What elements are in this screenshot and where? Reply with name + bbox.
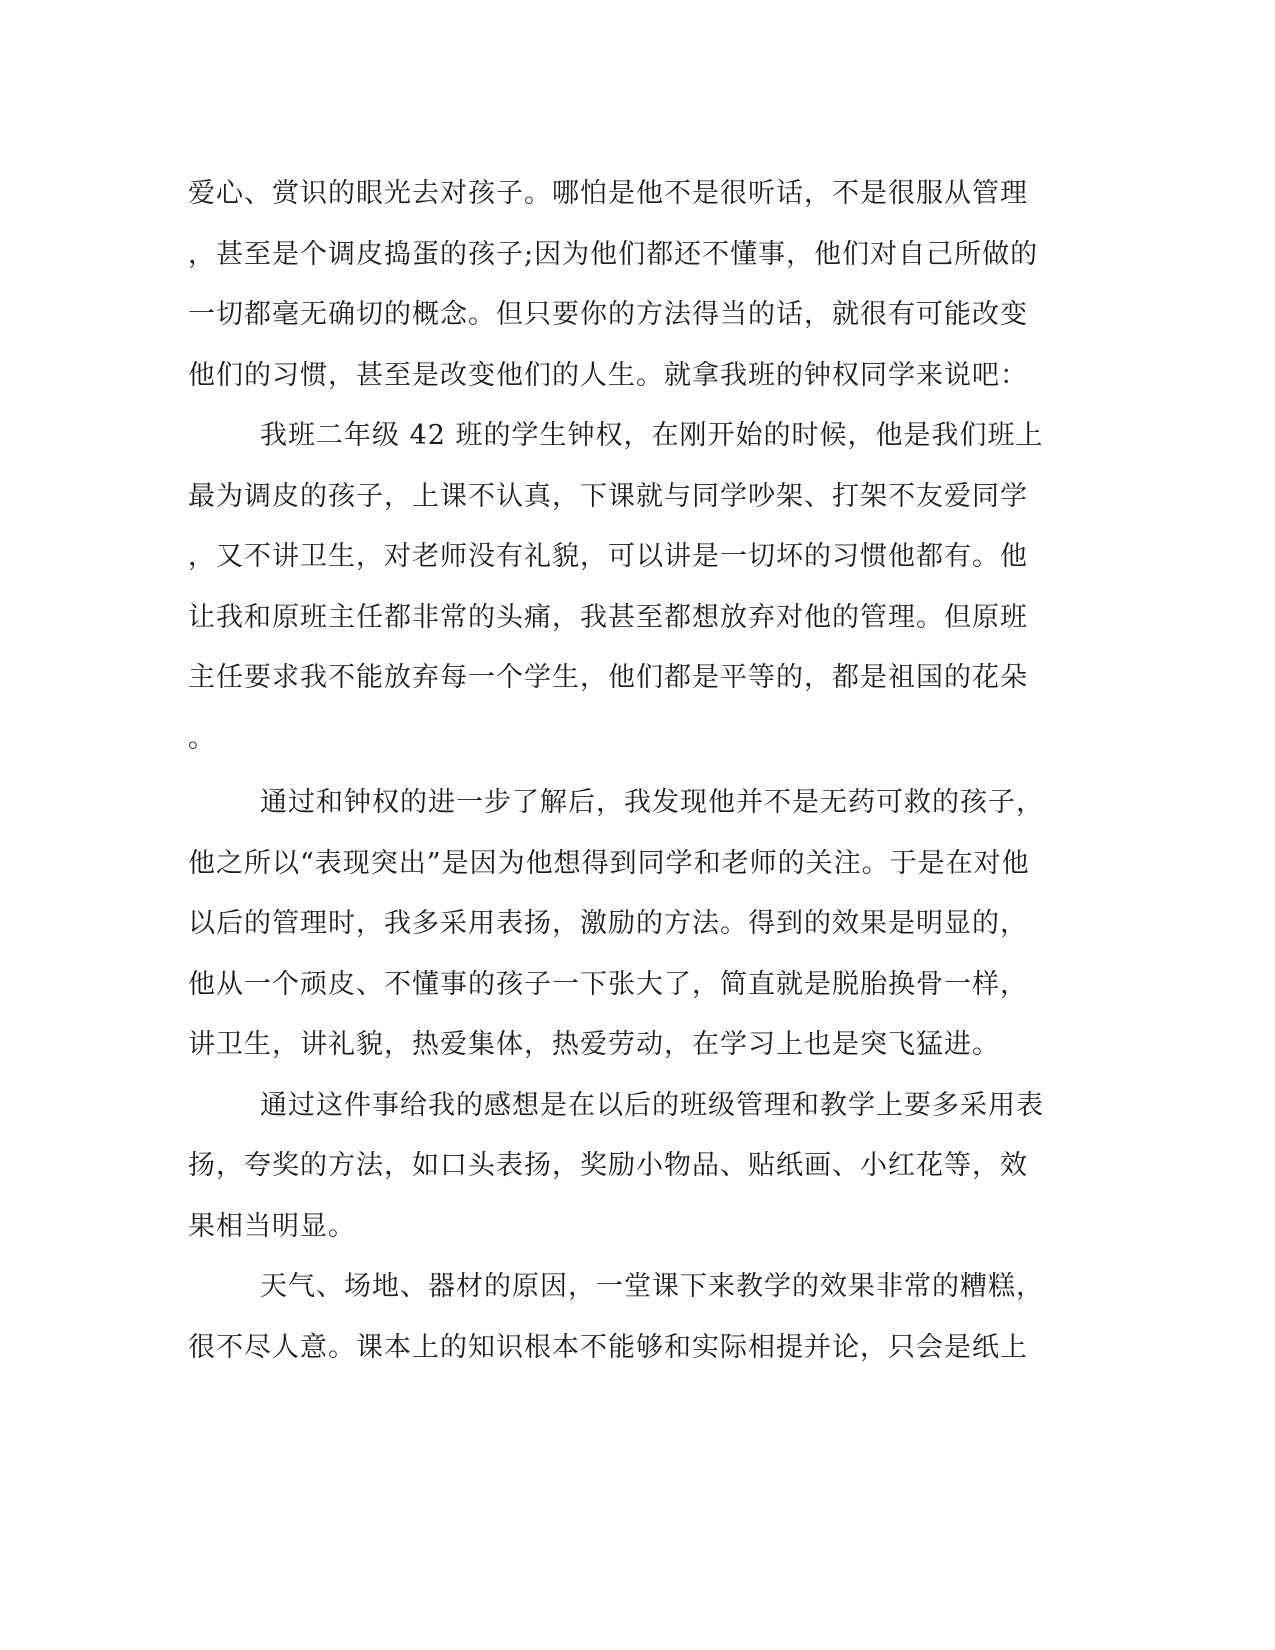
text-line: 他们的习惯，甚至是改变他们的人生。就拿我班的钟权同学来说吧： — [188, 359, 1028, 391]
text-line: 扬，夸奖的方法，如口头表扬，奖励小物品、贴纸画、小红花等，效 — [188, 1150, 1028, 1181]
text-line: 爱心、赏识的眼光去对孩子。哪怕是他不是很听话，不是很服从管理 — [188, 178, 1028, 209]
text-line: 最为调皮的孩子，上课不认真，下课就与同学吵架、打架不友爱同学 — [188, 480, 1028, 512]
text-line: 主任要求我不能放弃每一个学生，他们都是平等的，都是祖国的花朵 — [188, 662, 1028, 693]
paragraph-start-line: 天气、场地、器材的原因，一堂课下来教学的效果非常的糟糕， — [260, 1271, 1044, 1302]
text-line: 以后的管理时，我多采用表扬，激励的方法。得到的效果是明显的， — [188, 908, 1028, 939]
text-line: 讲卫生，讲礼貌，热爱集体，热爱劳动，在学习上也是突飞猛进。 — [188, 1029, 1000, 1060]
text-line: 他从一个顽皮、不懂事的孩子一下张大了，简直就是脱胎换骨一样， — [188, 968, 1028, 1000]
paragraph-start-line: 通过这件事给我的感想是在以后的班级管理和教学上要多采用表 — [260, 1089, 1044, 1121]
paragraph-start-line: 我班二年级 42 班的学生钟权，在刚开始的时候，他是我们班上 — [260, 420, 1044, 451]
text-line: 他之所以“表现突出”是因为他想得到同学和老师的关注。于是在对他 — [188, 847, 1030, 879]
body-text — [188, 164, 1068, 1378]
text-line: 一切都毫无确切的概念。但只要你的方法得当的话，就很有可能改变 — [188, 299, 1028, 330]
text-line: ，又不讲卫生，对老师没有礼貌，可以讲是一切坏的习惯他都有。他 — [188, 541, 1028, 572]
text-line: 让我和原班主任都非常的头痛，我甚至都想放弃对他的管理。但原班 — [188, 601, 1028, 633]
paragraph-start-line: 通过和钟权的进一步了解后，我发现他并不是无药可救的孩子， — [260, 787, 1044, 818]
text-line: 果相当明显。 — [188, 1210, 356, 1242]
text-line: 很不尽人意。课本上的知识根本不能够和实际相提并论，只会是纸上 — [188, 1331, 1028, 1363]
text-line: ，甚至是个调皮捣蛋的孩子;因为他们都还不懂事，他们对自己所做的 — [188, 238, 1039, 270]
text-line: 。 — [188, 722, 216, 754]
